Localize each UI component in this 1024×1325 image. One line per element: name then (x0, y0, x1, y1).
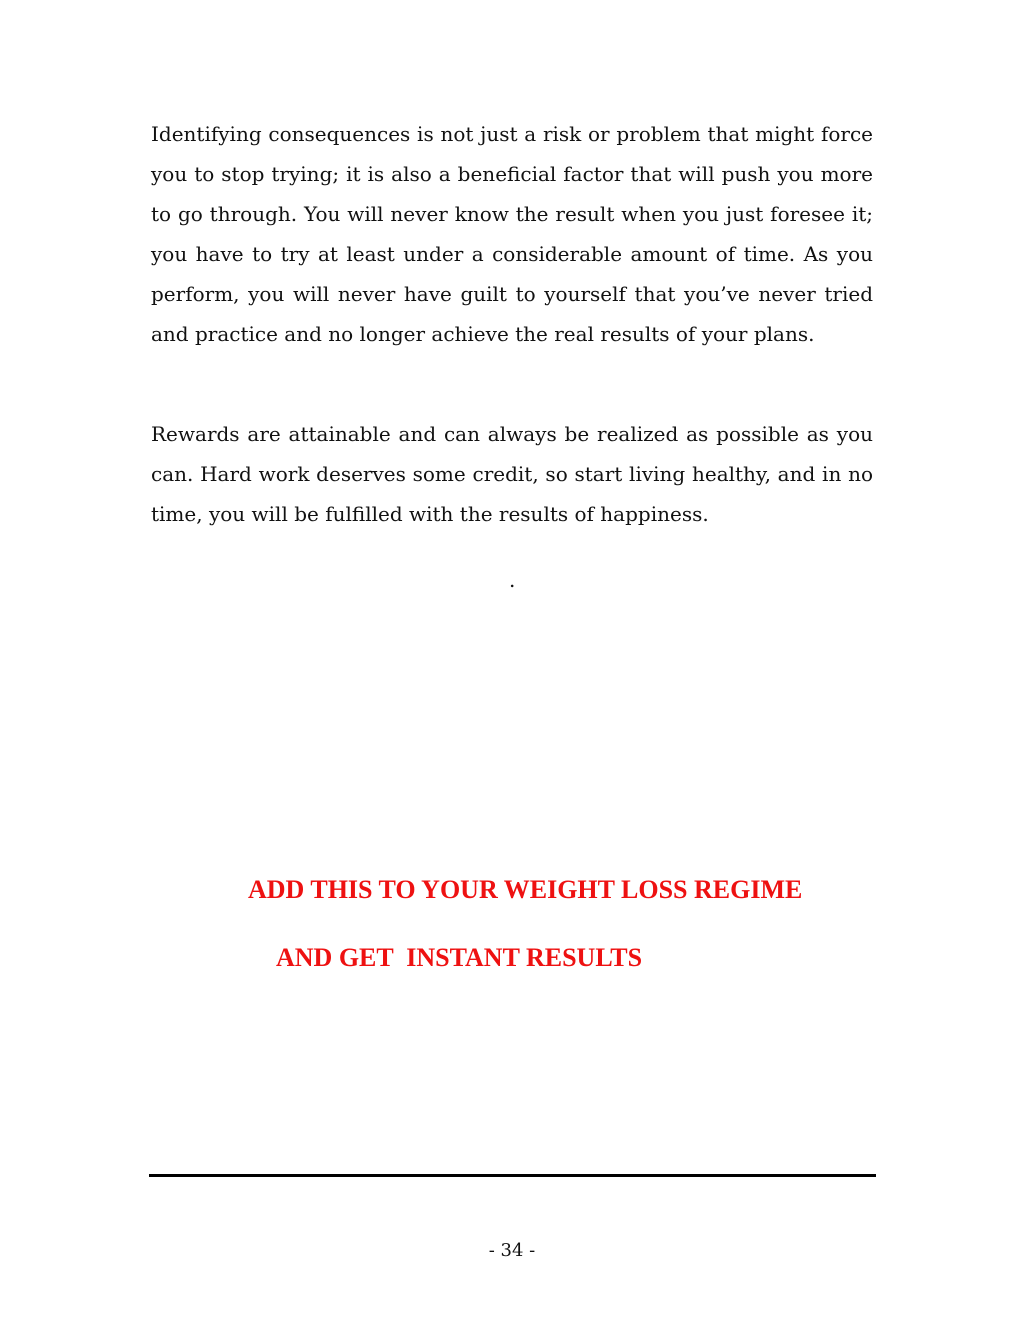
separator-dot: . (509, 568, 516, 592)
footer-divider (149, 1174, 876, 1177)
body-paragraph: Identifying consequences is not just a risk or problem that might force you to stop trying; it is also a beneficial factor that will push you more to go through. You will never know the result when you just foresee it; you have to try at least under a considerable amount of time. As you perform, you will never have guilt to yourself that you’ve never tried and practice and no longer achieve the real results of your plans. (151, 122, 873, 346)
body-paragraph: Rewards are attainable and can always be realized as possible as you can. Hard work deserves some credit, so start living healthy, and in no time, you will be fulfilled with the results of happiness. (151, 422, 873, 526)
promo-heading-line-2: AND GET INSTANT RESULTS (276, 943, 643, 972)
page-number: - 34 - (488, 1240, 536, 1261)
promo-heading-line-1: ADD THIS TO YOUR WEIGHT LOSS REGIME (248, 875, 803, 904)
